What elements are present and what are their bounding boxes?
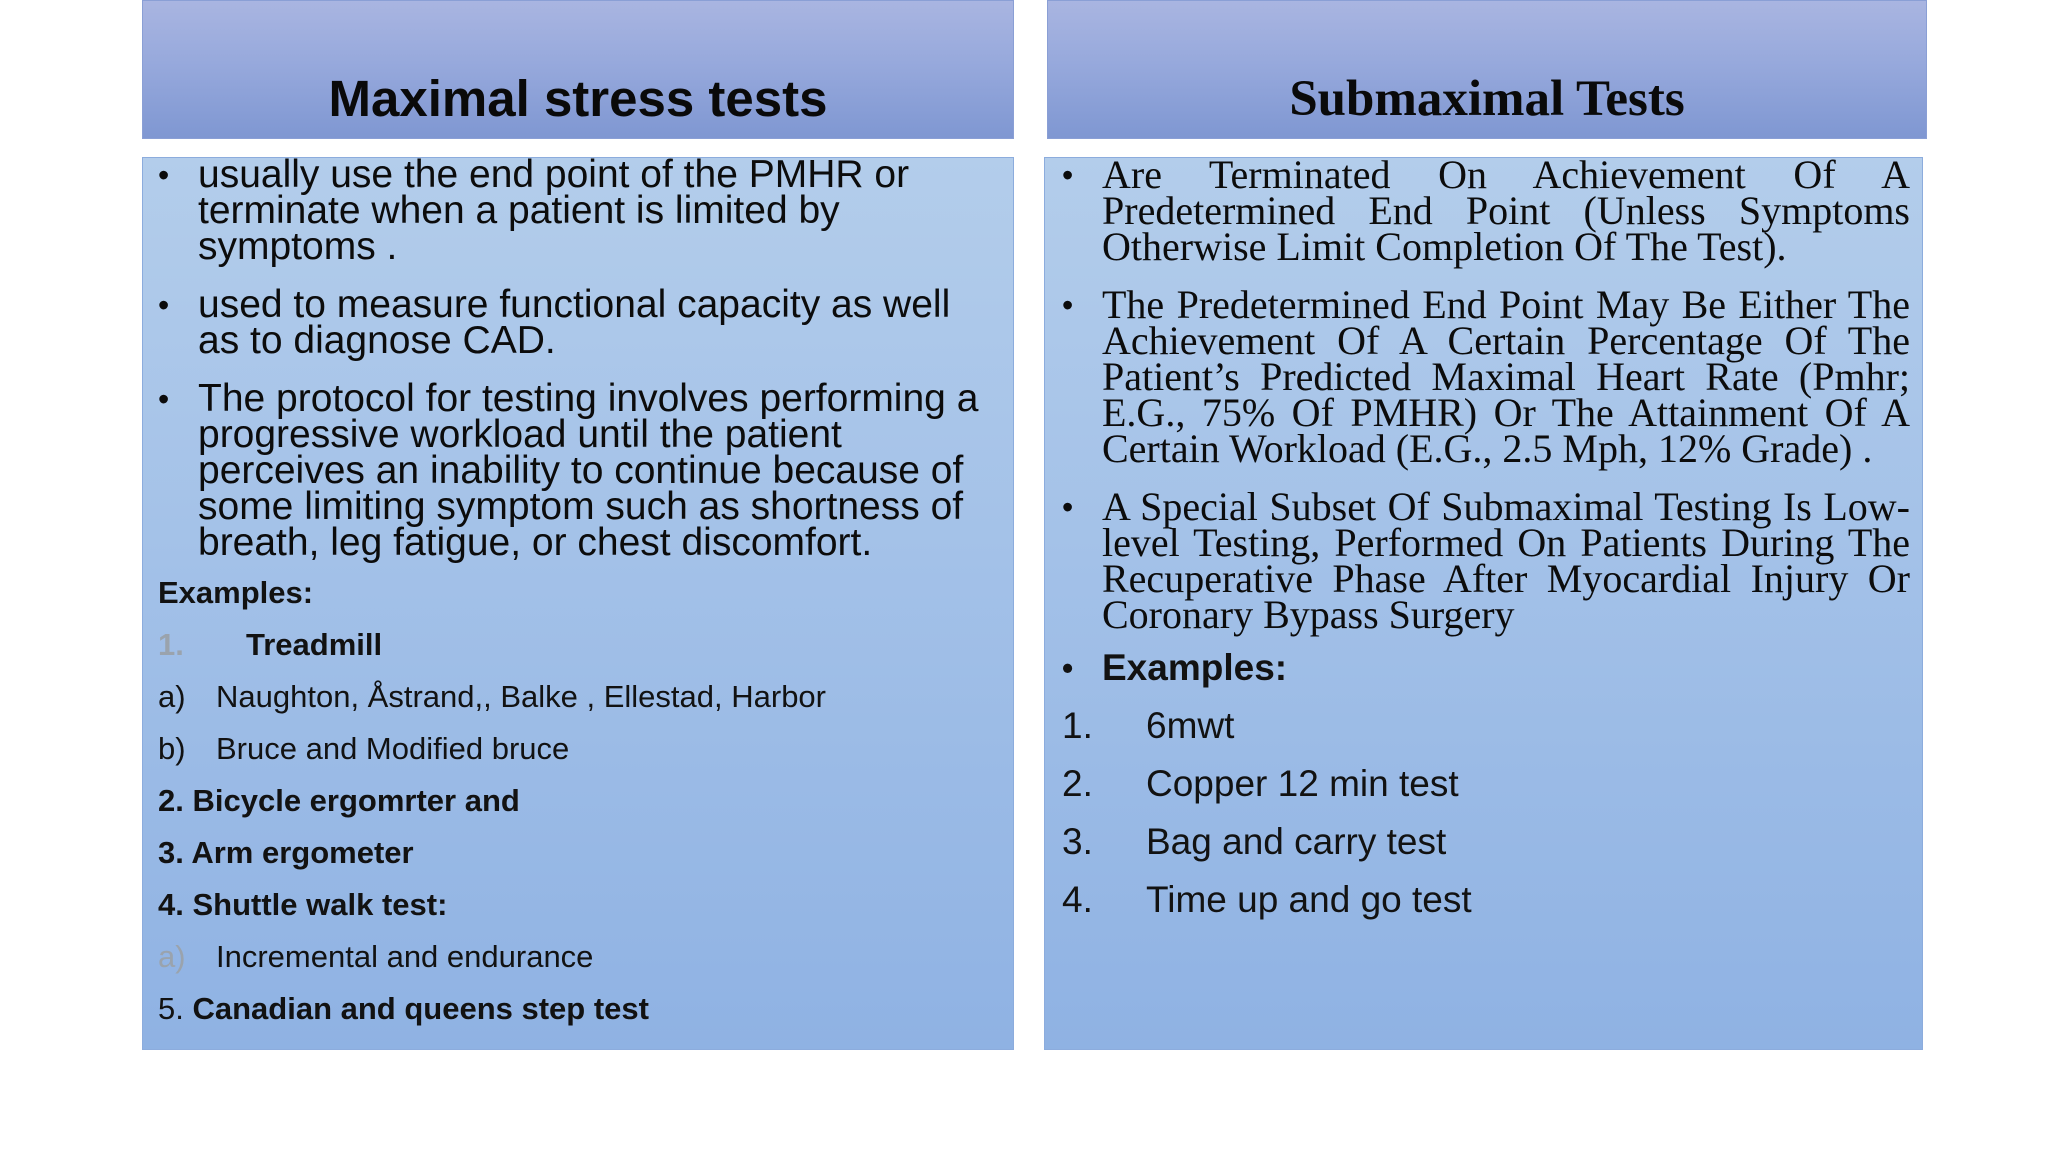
right-content <box>1062 152 1910 929</box>
bullet-icon: • <box>1062 489 1074 525</box>
list-item: 1. Treadmill <box>158 627 383 662</box>
list-item: 3. Bag and carry test <box>1062 821 1447 862</box>
list-item: 3. Arm ergometer <box>158 835 414 870</box>
left-content <box>158 153 998 1035</box>
right-examples <box>1062 639 1910 697</box>
right-header <box>1047 0 1927 139</box>
left-bullet: • usually use the end point of the PMHR or terminate when a patient is limited by symptoms . <box>158 153 910 268</box>
bullet-icon: • <box>1062 287 1074 323</box>
list-item: a) Incremental and endurance <box>158 939 594 974</box>
list-item: 1. 6mwt <box>1062 705 1235 746</box>
right-bullet: • The Predetermined End Point May Be Either The Achievement Of A Certain Percentage Of The Patient’s Predicted Maximal Heart Rate (Pmhr; E.G., 75% Of PMHR) Or The Attainment Of A Certain Workload (E.G., 2.5 Mph, 12% Grade) . <box>1062 282 1910 471</box>
left-title: Maximal stress tests <box>328 70 828 127</box>
left-bullet: • used to measure functional capacity as well as to diagnose CAD. <box>158 283 951 362</box>
right-bullet: • Are Terminated On Achievement Of A Predetermined End Point (Unless Symptoms Otherwise Limit Completion Of The Test). <box>1062 152 1910 269</box>
list-item: 4. Time up and go test <box>1062 879 1472 920</box>
left-header <box>142 0 1014 139</box>
bullet-icon: • <box>158 287 170 323</box>
list-item: 5. Canadian and queens step test <box>158 991 649 1026</box>
list-item: a) Naughton, Åstrand,, Balke , Ellestad, Harbor <box>158 679 826 714</box>
list-item: 2. Copper 12 min test <box>1062 763 1459 804</box>
bullet-icon: • <box>158 157 170 193</box>
bullet-icon: • <box>1062 650 1074 686</box>
list-item: 2. Bicycle ergomrter and <box>158 783 520 818</box>
left-bullet: • The protocol for testing involves performing a progressive workload until the patient perceives an inability to continue because of some limiting symptom such as shortness of breath, leg fatigue, or chest discomfort. <box>158 377 979 564</box>
list-item: b) Bruce and Modified bruce <box>158 731 570 766</box>
bullet-icon: • <box>1062 157 1074 193</box>
right-bullet: • A Special Subset Of Submaximal Testing Is Low-level Testing, Performed On Patients During The Recuperative Phase After Myocardial Injury Or Coronary Bypass Surgery <box>1062 484 1910 637</box>
right-examples-label: Examples: <box>1102 647 1288 688</box>
left-examples-label: Examples: <box>158 575 314 610</box>
bullet-icon: • <box>158 381 170 417</box>
list-item: 4. Shuttle walk test: <box>158 887 448 922</box>
right-title: Submaximal Tests <box>1289 71 1685 127</box>
